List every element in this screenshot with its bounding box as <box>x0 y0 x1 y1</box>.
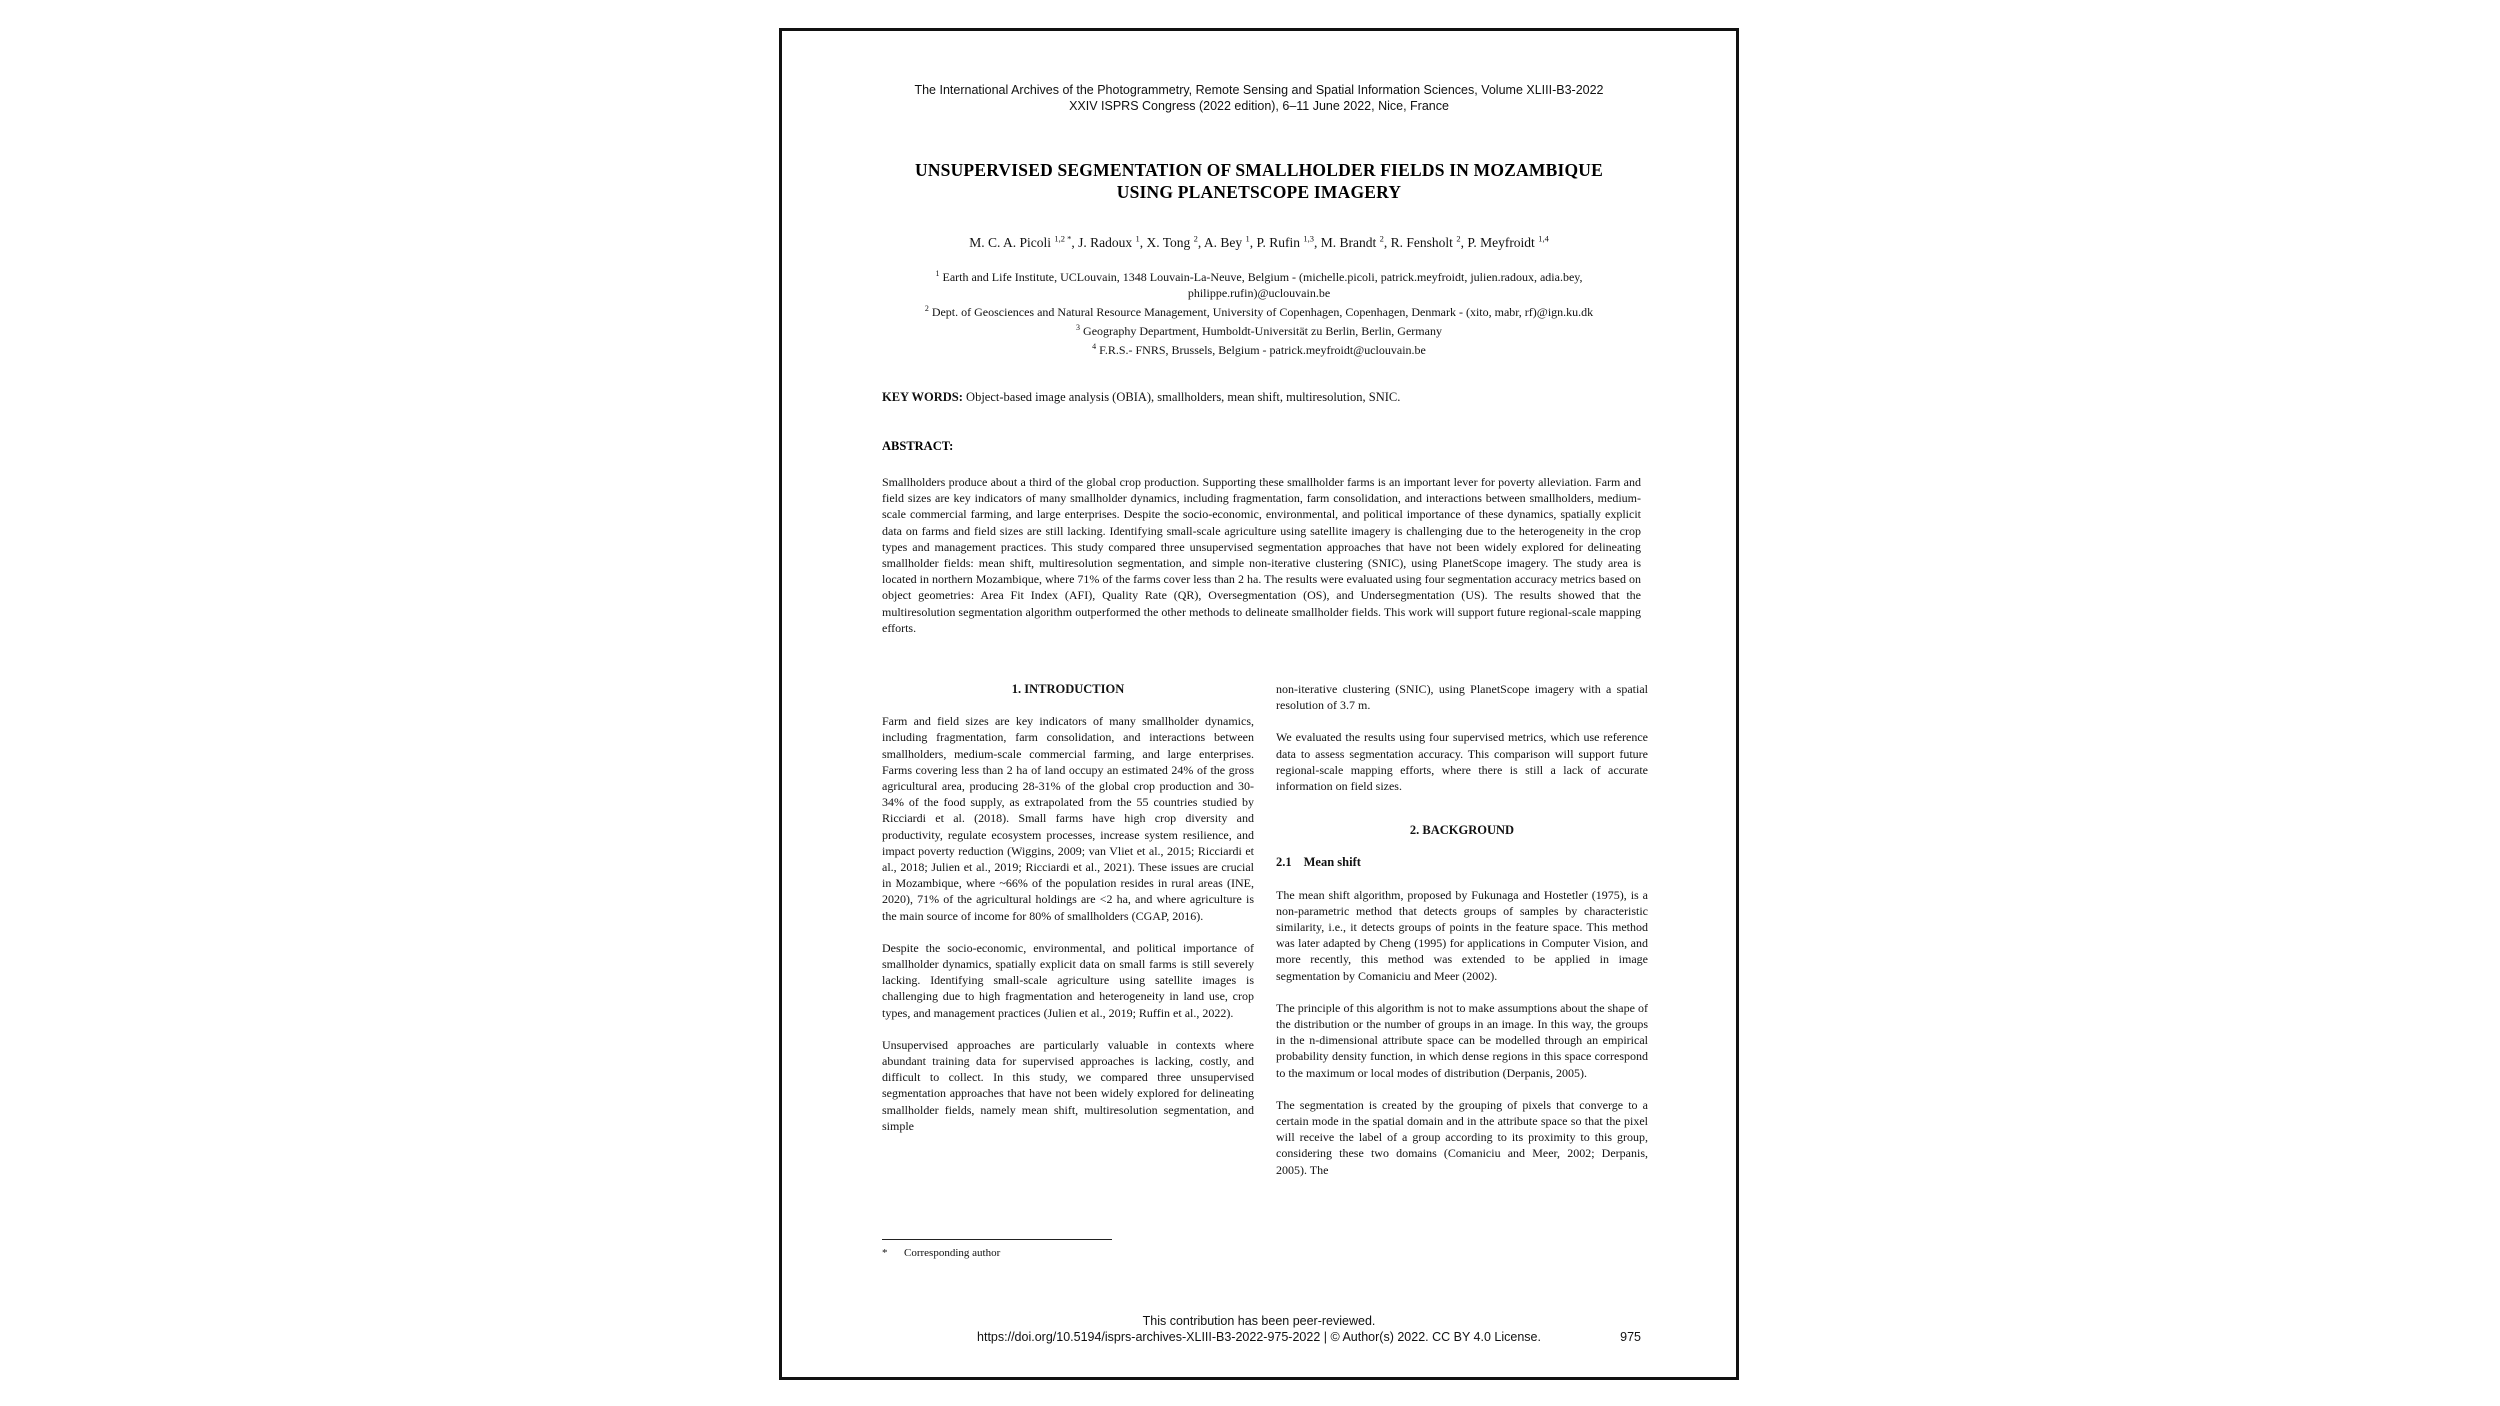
abstract-heading: ABSTRACT: <box>882 439 954 453</box>
paragraph: Farm and field sizes are key indicators of many smallholder dynamics, including fragmentation, farm consolidation, and interactions between smallholders, medium-scale commercial farming, and large enterprises. Farms covering less than 2 ha of land occupy an estimated 24% of the gross agricultural area, producing 28-31% of the global crop production and 30-34% of the food supply, as extrapolated from the 55 countries studied by Ricciardi et al. (2018). Small farms have high crop diversity and productivity, regulate ecosystem processes, increase system resilience, and impact poverty reduction (Wiggins, 2009; van Vliet et al., 2015; Ricciardi et al., 2018; Julien et al., 2019; Ricciardi et al., 2021). These issues are crucial in Mozambique, where ~66% of the population resides in rural areas (INE, 2020), 71% of the agricultural holdings are <2 ha, and where agriculture is the main source of income for 80% of smallholders (CGAP, 2016). <box>882 714 1254 923</box>
peer-review-note: This contribution has been peer-reviewed. <box>1142 1314 1376 1328</box>
paragraph: non-iterative clustering (SNIC), using PlanetScope imagery with a spatial resolution of 3.7 m. <box>1276 682 1648 713</box>
running-header <box>782 83 1736 114</box>
author: X. Tong $^2$, <box>1146 233 1204 250</box>
abstract-text: Smallholders produce about a third of the global crop production. Supporting these smallholder farms is an important lever for poverty alleviation. Farm and field sizes are key indicators of many smallholder dynamics, including fragmentation, farm consolidation, and interactions between smallholders, medium-scale commercial farming, and large enterprises. Despite the socio-economic, environmental, and political importance of these dynamics, spatially explicit data on farms and field sizes are still lacking. Identifying small-scale agriculture using satellite imagery is challenging due to the heterogeneity in the crop types and management practices. This study compared three unsupervised segmentation approaches that have not been widely explored for delineating smallholder fields: mean shift, multiresolution segmentation, and simple non-iterative clustering (SNIC), using PlanetScope imagery. The study area is located in northern Mozambique, where 71% of the farms cover less than 2 ha. The results were evaluated using four segmentation accuracy metrics based on object geometries: Area Fit Index (AFI), Quality Rate (QR), Oversegmentation (OS), and Undersegmentation (US). The results showed that the multiresolution segmentation algorithm outperformed the other methods to delineate smallholder fields. This work will support future regional-scale mapping efforts. <box>882 475 1641 635</box>
author: J. Radoux $^1$, <box>1078 233 1147 250</box>
paragraph: Despite the socio-economic, environmental, and political importance of smallholder dynamics, spatially explicit data on small farms is still severely lacking. Identifying small-scale agriculture using satellite images is challenging due to high fragmentation and heterogeneity in land use, crop types, and management practices (Julien et al., 2019; Ruffin et al., 2022). <box>882 940 1254 1020</box>
subsection-heading-mean-shift: 2.1 Mean shift <box>1276 855 1361 870</box>
paragraph: The principle of this algorithm is not to make assumptions about the shape of the distribution or the number of groups in an image. In this way, the groups in the n-dimensional attribute space can be modelled through an empirical probability density function, in which dense regions in this space correspond to the maximum or local modes of distribution (Derpanis, 2005). <box>1276 1000 1648 1080</box>
section-heading-introduction: 1. INTRODUCTION <box>1011 682 1125 696</box>
footnote-rule <box>882 1239 1112 1240</box>
author: R. Fensholt $^2$, <box>1390 233 1468 250</box>
paragraph: Unsupervised approaches are particularly valuable in contexts where abundant training data for supervised approaches is lacking, costly, and difficult to collect. In this study, we compared three unsupervised segmentation approaches that have not been widely explored for delineating smallholder fields, namely mean shift, multiresolution segmentation, and simple <box>882 1037 1254 1133</box>
section-heading-background: 2. BACKGROUND <box>1409 823 1515 838</box>
header-line-1: The International Archives of the Photogrammetry, Remote Sensing and Spatial Information Sciences, Volume XLIII-B3-2022 <box>914 83 1604 97</box>
title-line-2: USING PLANETSCOPE IMAGERY <box>1116 182 1402 202</box>
keywords-text: Object-based image analysis (OBIA), smallholders, mean shift, multiresolution, SNIC. <box>966 390 1401 404</box>
affiliation: $^4$ F.R.S.- FNRS, Brussels, Belgium - patrick.meyfroidt@uclouvain.be <box>1092 342 1426 357</box>
affiliation: $^2$ Dept. of Geosciences and Natural Resource Management, University of Copenhagen, Copenhagen, Denmark - (xito, mabr, rf)@ign.ku.dk <box>924 304 1594 319</box>
page-number: 975 <box>1620 1330 1641 1344</box>
author: A. Bey $^1$, <box>1203 233 1257 250</box>
author: M. Brandt $^2$, <box>1320 233 1391 250</box>
author-list <box>842 233 1676 251</box>
affiliation: $^1$ Earth and Life Institute, UCLouvain, 1348 Louvain-La-Neuve, Belgium - (michelle.picoli, patrick.meyfroidt, julien.radoux, adia.bey, philippe.rufin)@uclouvain.be <box>935 269 1583 300</box>
title-line-1: UNSUPERVISED SEGMENTATION OF SMALLHOLDER FIELDS IN MOZAMBIQUE <box>914 160 1604 180</box>
affiliations <box>902 266 1616 358</box>
author: M. C. A. Picoli $^{1,2 *}$, <box>969 233 1079 250</box>
paper-title <box>862 159 1656 203</box>
footnote-text: Corresponding author <box>904 1247 1001 1259</box>
paragraph: We evaluated the results using four supervised metrics, which use reference data to assess segmentation accuracy. This comparison will support future regional-scale mapping efforts, where there is still a lack of accurate information on field sizes. <box>1276 730 1648 794</box>
right-column <box>1276 681 1648 1194</box>
footnote <box>882 1247 1000 1259</box>
footnote-marker: * <box>882 1247 888 1259</box>
left-column <box>882 681 1254 1150</box>
paper-page <box>779 28 1739 1380</box>
paragraph: The segmentation is created by the grouping of pixels that converge to a certain mode in the spatial domain and in the attribute space so that the pixel will receive the label of a group according to its proximity to this group, considering these two domains (Comaniciu and Meer, 2002; Derpanis, 2005). The <box>1276 1097 1648 1177</box>
paragraph: The mean shift algorithm, proposed by Fukunaga and Hostetler (1975), is a non-parametric method that detects groups of samples by characteristic similarity, i.e., it detects groups of points in the feature space. This method was later adapted by Cheng (1995) for applications in Computer Vision, and more recently, this method was extended to be applied in image segmentation by Comaniciu and Meer (2002). <box>1276 887 1648 983</box>
affiliation: $^3$ Geography Department, Humboldt-Universität zu Berlin, Berlin, Germany <box>1076 323 1442 338</box>
keywords <box>882 390 1641 405</box>
author: P. Meyfroidt $^{1,4}$ <box>1467 233 1549 250</box>
header-line-2: XXIV ISPRS Congress (2022 edition), 6–11 June 2022, Nice, France <box>1069 98 1449 113</box>
author: P. Rufin $^{1,3}$, <box>1256 233 1321 250</box>
keywords-label: KEY WORDS: <box>882 390 963 404</box>
doi-license-line: https://doi.org/10.5194/isprs-archives-XLIII-B3-2022-975-2022 | © Author(s) 2022. CC BY 4.0 License. <box>977 1330 1541 1344</box>
